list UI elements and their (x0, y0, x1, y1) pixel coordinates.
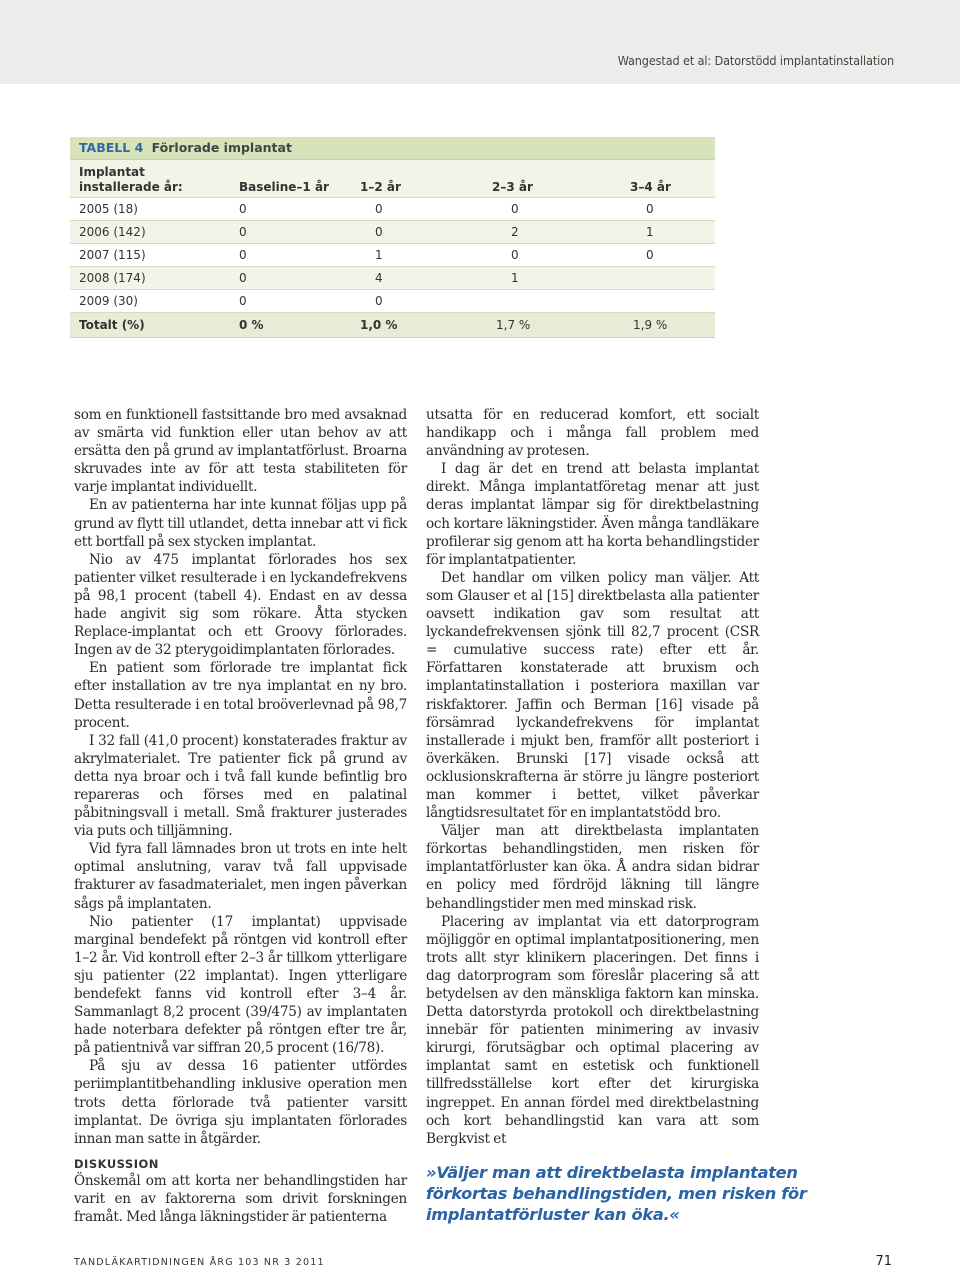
cell: 0 (511, 202, 519, 216)
row-label: 2009 (30) (79, 294, 138, 308)
page-number: 71 (875, 1254, 892, 1269)
paragraph: Det handlar om vilken policy man väljer. Att som Glauser et al [15] direktbelasta alla patienter oavsett indikation gav som resultat att lyckandefrekvensen sjönk till 82,7 procent (CSR = cumulative success rate) efter ett år. Författaren konstaterade att bruxism och implantatinstallation i posteriora maxillan var riskfaktorer. Jaffin och Berman [16] visade på försämrad lyckandefrekvens för implantat installerade i mjukt ben, framför allt posteriort i överkäken. Brunski [17] visade också att ocklusionskrafterna är större ju längre posteriort man kommer i bettet, vilket påverkar långtidsresultatet för en implantatstödd bro. (426, 569, 759, 822)
table-row (70, 266, 715, 289)
row-label: 2006 (142) (79, 225, 146, 239)
header-line-1: Implantat (79, 165, 145, 179)
header-first-column (79, 165, 183, 195)
table-row (70, 197, 715, 220)
cell: 1 (646, 225, 654, 239)
paragraph: Placering av implantat via ett datorprogram möjliggör en optimal implantatpositionering, men trots allt styr klinikern placeringen. Det finns i dag datorprogram som föreslår placering så att betydelsen av den mänskliga faktorn kan minska. Detta datorstyrda protokoll och direktbelastning innebär för patienten minimering av invasiv kirurgi, förutsägbar och optimal placering av implantat samt en estetisk och funktionell tillfredsställelse kort efter det kirurgiska ingreppet. En annan fördel med direktbelastning och kort behandlingstid kan vara att som Bergkvist et (426, 913, 759, 1147)
cell: 2 (511, 225, 519, 239)
paragraph: I dag är det en trend att belasta implantat direkt. Många implantatföretag menar att just deras implantat lämpar sig för direktbelastning och kortare läkningstider. Även många tandläkare profilerar sig genom att ha korta behandlingstider för implantatpatienter. (426, 461, 759, 568)
column-header: 1–2 år (360, 180, 401, 194)
row-label: 2005 (18) (79, 202, 138, 216)
total-cell: 1,9 % (633, 318, 668, 332)
cell: 0 (239, 225, 247, 239)
paragraph: utsatta för en reducerad komfort, ett socialt handikapp och i många fall problem med användning av protesen. (426, 407, 759, 460)
body-column-right (426, 406, 759, 1148)
header-band (0, 0, 960, 84)
cell: 1 (375, 248, 383, 262)
table-4 (70, 137, 715, 338)
table-caption: Förlorade implantat (151, 140, 292, 155)
paragraph: En patient som förlorade tre implantat fick efter installation av tre nya implantat en ny bro. Detta resulterade i en total broöverlevnad på 98,7 procent. (74, 660, 407, 731)
paragraph: I 32 fall (41,0 procent) konstaterades fraktur av akrylmaterialet. Tre patienter fick på grund av detta nya broar och i två fall kunde befintlig bro repareras och förses med en palatinal påbitningsvall i metall. Små frakturer justerades via puts och tilljämning. (74, 732, 407, 840)
total-label: Totalt (%) (79, 318, 145, 332)
cell: 1 (511, 271, 519, 285)
table-row (70, 220, 715, 243)
table-row (70, 243, 715, 266)
cell: 0 (239, 202, 247, 216)
cell: 0 (375, 202, 383, 216)
paragraph: som en funktionell fastsittande bro med avsaknad av smärta vid funktion eller utan behov av att ersätta den på grund av implantatförlust. Broarna skruvades inte av för att testa stabiliteten för varje implantat individuellt. (74, 407, 407, 496)
paragraph: Vid fyra fall lämnades bron ut trots en inte helt optimal anslutning, varav två fall uppvisade frakturer av fasadmaterialet, men ingen påverkan sågs på implantaten. (74, 841, 407, 912)
footer-journal: TANDLÄKARTIDNINGEN ÅRG 103 NR 3 2011 (74, 1257, 325, 1268)
pull-quote: »Väljer man att direktbelasta implantaten förkortas behandlingstiden, men risken för implantatförluster kan öka.« (426, 1163, 807, 1224)
column-header: 2–3 år (492, 180, 533, 194)
diskussion-text (74, 1172, 407, 1226)
cell: 0 (646, 202, 654, 216)
total-cell: 1,0 % (360, 318, 398, 332)
cell: 0 (239, 271, 247, 285)
table-total-row (70, 312, 715, 337)
header-line-2: installerade år: (79, 180, 183, 194)
column-header: Baseline–1 år (239, 180, 329, 194)
cell: 4 (375, 271, 383, 285)
paragraph: Önskemål om att korta ner behandlingstiden har varit en av faktorerna som drivit forskningen framåt. Med långa läkningstider är patienterna (74, 1173, 407, 1226)
row-label: 2007 (115) (79, 248, 146, 262)
running-head: Wangestad et al: Datorstödd implantatinstallation (617, 53, 894, 68)
total-cell: 1,7 % (496, 318, 531, 332)
table-title (70, 137, 715, 159)
paragraph: Nio av 475 implantat förlorades hos sex patienter vilket resulterade i en lyckandefrekvens på 98,1 procent (tabell 4). Endast en av dessa hade angivit sig som rökare. Åtta stycken Replace-implantat och ett Groovy förlorades. Ingen av de 32 pterygoidimplantaten förlorades. (74, 551, 407, 659)
cell: 0 (375, 225, 383, 239)
cell: 0 (646, 248, 654, 262)
paragraph: Nio patienter (17 implantat) uppvisade marginal bendefekt på röntgen vid kontroll efter 1–2 år. Vid kontroll efter 2–3 år tillkom ytterligare sju patienter (22 implantat). Ingen ytterligare bendefekt fanns vid kontroll efter 3–4 år. Sammanlagt 8,2 procent (39/475) av implantaten hade noterbara defekter på röntgen efter tre år, på patientnivå var siffran 20,5 procent (16/78). (74, 913, 407, 1057)
paragraph: En av patienterna har inte kunnat följas upp på grund av flytt till utlandet, detta innebar att vi fick ett bortfall på sex stycken implantat. (74, 497, 407, 550)
paragraph: På sju av dessa 16 patienter utfördes periimplantitbehandling inklusive operation men trots detta förlorade två patienter varsitt implantat. De övriga sju implantaten förlorades innan man satte in åtgärder. (74, 1058, 407, 1147)
table-header (70, 159, 715, 197)
total-cell: 0 % (239, 318, 264, 332)
cell: 0 (375, 294, 383, 308)
table-row (70, 289, 715, 312)
paragraph: Väljer man att direktbelasta implantaten förkortas behandlingstiden, men risken för implantatförluster kan öka. Å andra sidan bidrar en policy med fördröjd läkning till längre behandlingstider men med minskad risk. (426, 823, 759, 912)
column-header: 3–4 år (630, 180, 671, 194)
section-heading: DISKUSSION (74, 1157, 159, 1171)
table-label: TABELL 4 (79, 140, 144, 155)
row-label: 2008 (174) (79, 271, 146, 285)
body-column-left (74, 406, 407, 1148)
cell: 0 (239, 248, 247, 262)
cell: 0 (239, 294, 247, 308)
cell: 0 (511, 248, 519, 262)
